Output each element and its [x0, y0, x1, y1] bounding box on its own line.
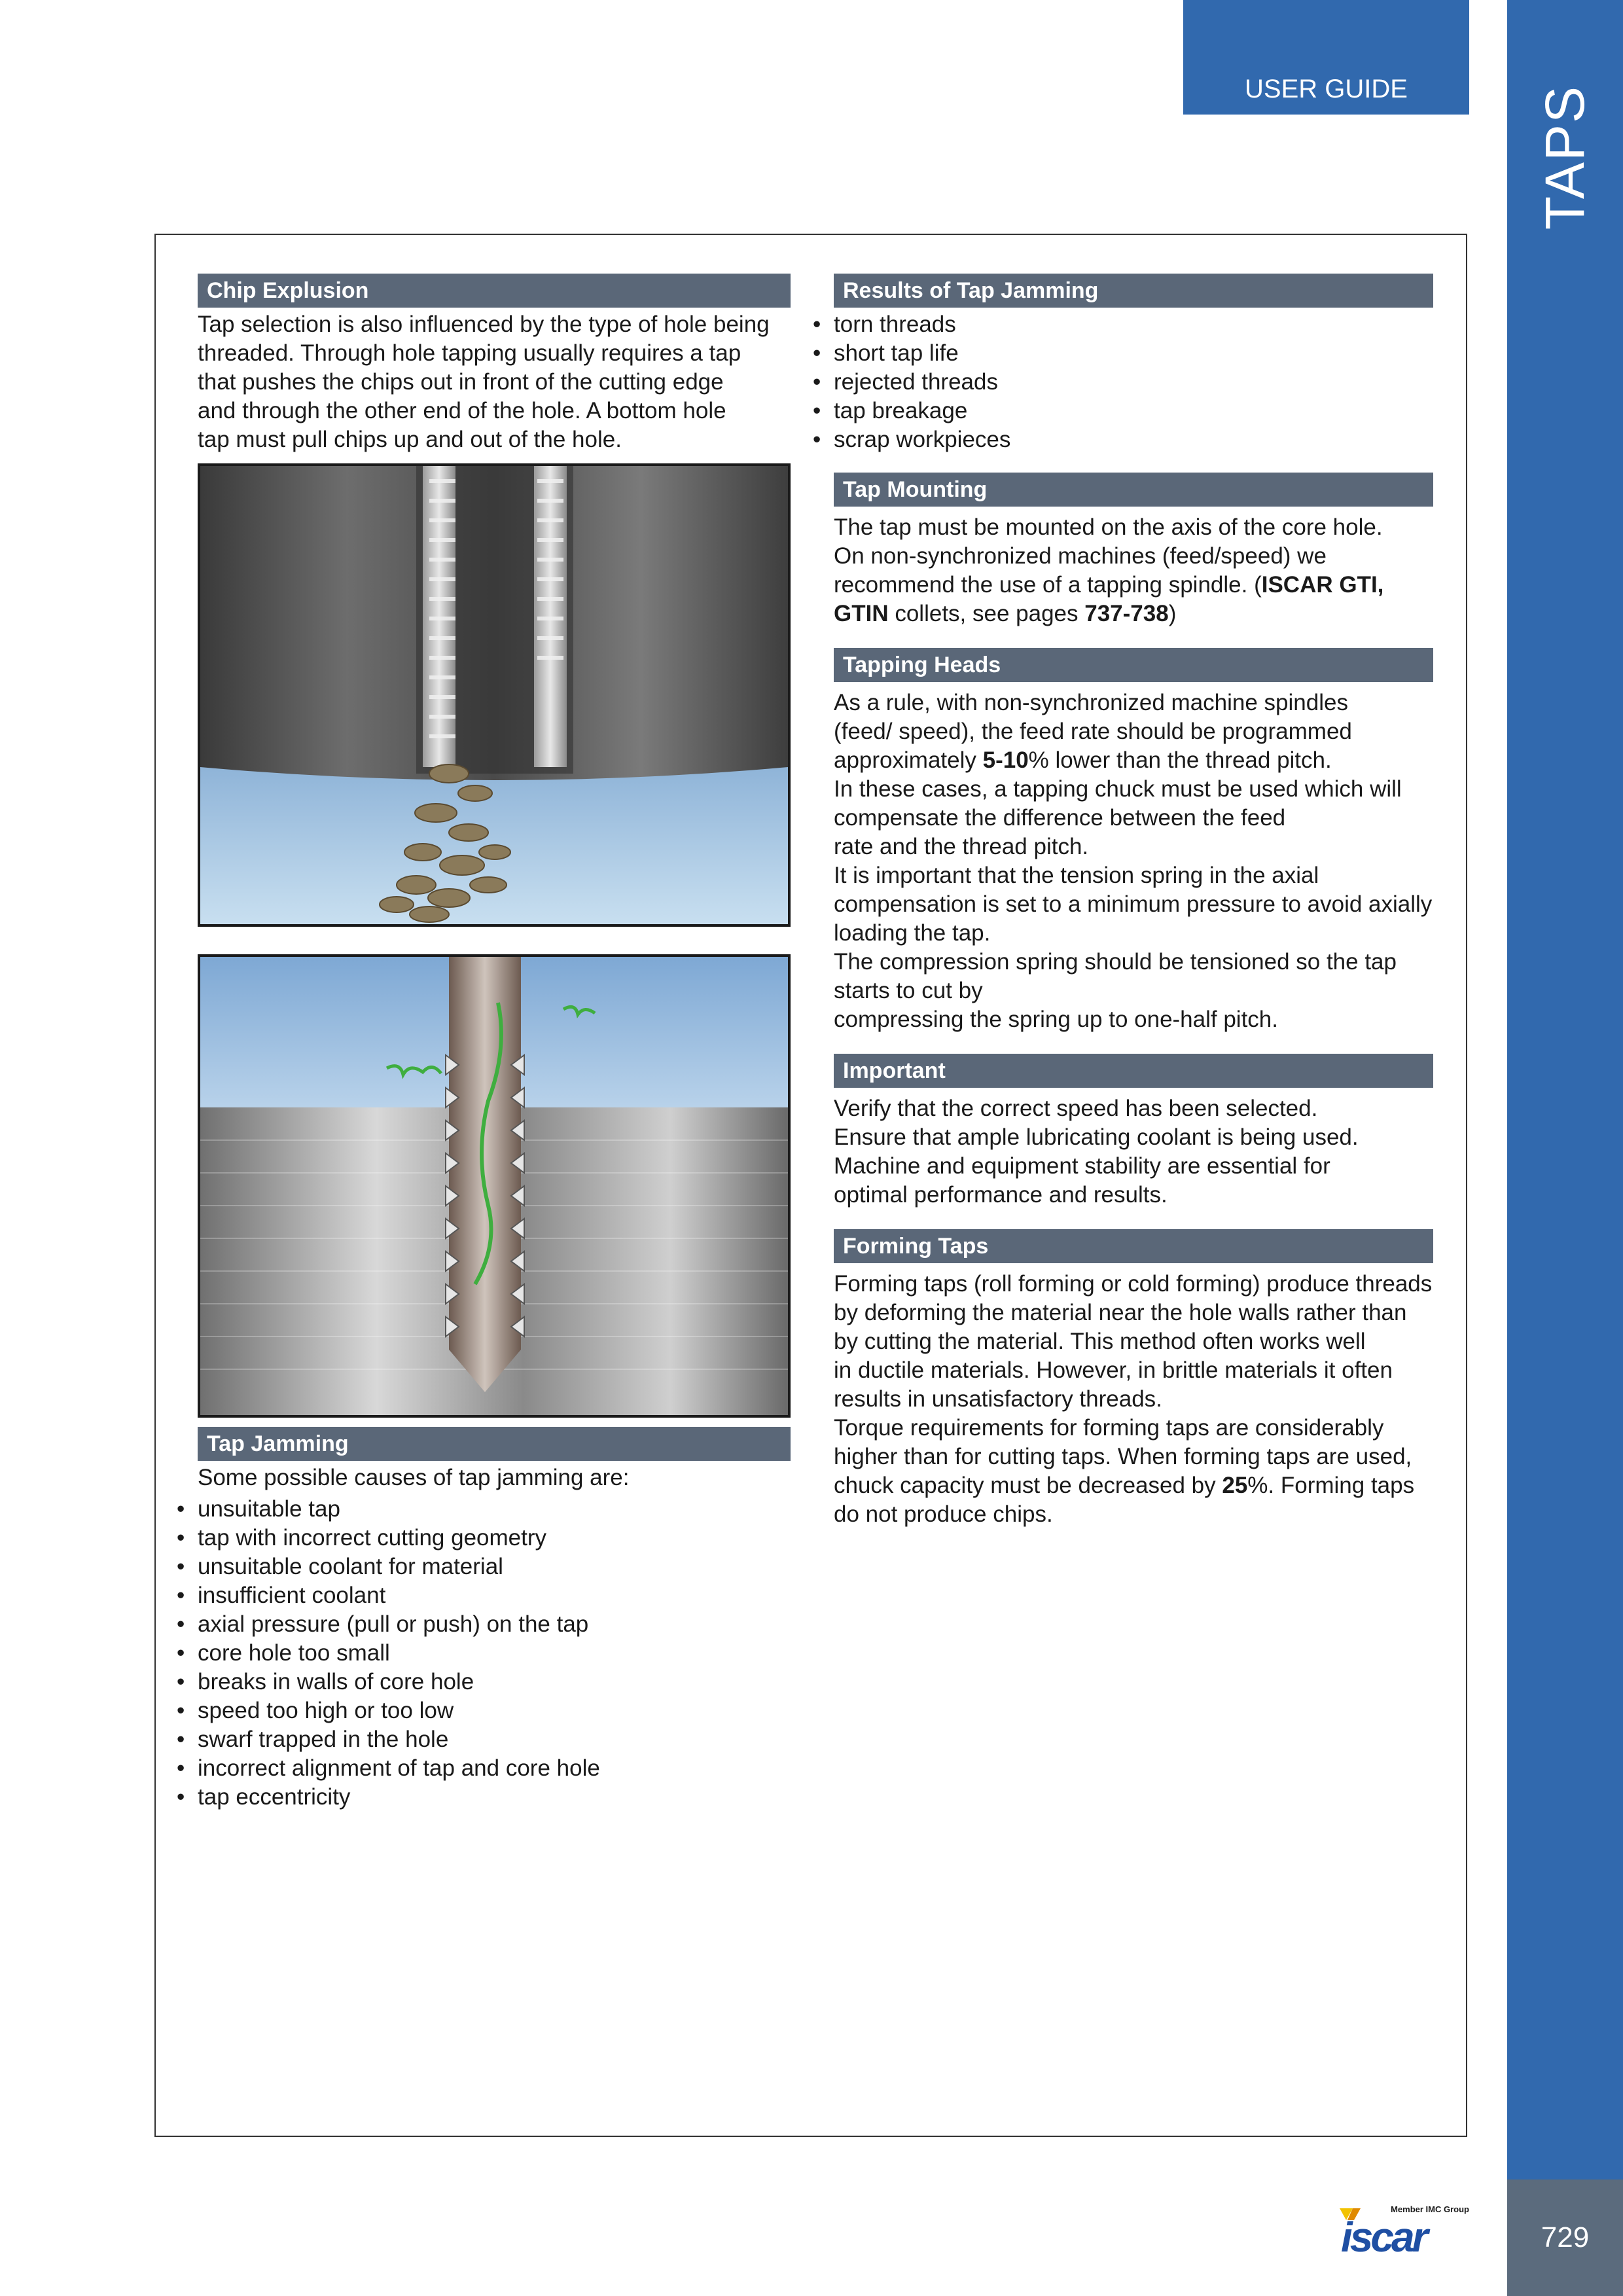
list-item: • rejected threads: [834, 368, 1433, 397]
results-heading: Results of Tap Jamming: [834, 274, 1433, 308]
list-item: • speed too high or too low: [198, 1696, 791, 1725]
important-text: Verify that the correct speed has been selected. Ensure that ample lubricating coolant is being used. Machine and equipment stability are essential for optimal performance and results.: [834, 1096, 1359, 1208]
right-column: [834, 274, 1433, 1529]
forming-taps-heading: Forming Taps: [834, 1229, 1433, 1263]
page-number-box: [1507, 2179, 1623, 2296]
tap-jamming-heading: Tap Jamming: [198, 1427, 791, 1461]
tapping-heads-text: As a rule, with non-synchronized machine spindles (feed/ speed), the feed rate should be programmed approximately 5-10% lower than the thread pitch. In these cases, a tapping chuck must be used which will compensate the difference between the feed rate and the thread pitch. It is important that the tension spring in the axial compensation is set to a minimum pressure to avoid axially loading the tap. The compression spring should be tensioned so the tap starts to cut by compressing the spring up to one-half pitch.: [834, 690, 1433, 1032]
mounting-text: The tap must be mounted on the axis of the core hole. On non-synchronized machines (feed/speed) we recommend the use of a tapping spindle. (ISCAR GTI, GTIN collets, see pages 737-738): [834, 514, 1384, 626]
mounting-heading: Tap Mounting: [834, 473, 1433, 507]
list-item: • scrap workpieces: [834, 425, 1433, 454]
list-item: • torn threads: [834, 310, 1433, 339]
user-guide-tab: USER GUIDE: [1183, 0, 1469, 115]
list-item: • core hole too small: [198, 1639, 791, 1668]
chip-explusion-text: Tap selection is also influenced by the type of hole being threaded. Through hole tapping usually requires a tap that pushes the chips out in front of the cutting edge and through the other end of the hole. A bottom hole tap must pull chips up and out of the hole.: [198, 312, 770, 452]
tap-jamming-list: [198, 1495, 791, 1812]
side-bar: [1507, 0, 1623, 2179]
results-list: [834, 310, 1433, 454]
tapping-heads-heading: Tapping Heads: [834, 648, 1433, 682]
list-item: • tap with incorrect cutting geometry: [198, 1524, 791, 1552]
list-item: • tap eccentricity: [198, 1783, 791, 1812]
list-item: • swarf trapped in the hole: [198, 1725, 791, 1754]
list-item: • tap breakage: [834, 397, 1433, 425]
list-item: • unsuitable coolant for material: [198, 1552, 791, 1581]
left-column: [198, 274, 791, 1812]
iscar-logo: [1338, 2200, 1469, 2254]
list-item: • breaks in walls of core hole: [198, 1668, 791, 1696]
list-item: • short tap life: [834, 339, 1433, 368]
chip-explusion-heading: Chip Explusion: [198, 274, 791, 308]
tap-cutting-photo: [198, 954, 791, 1418]
logo-tagline: Member IMC Group: [1391, 2204, 1469, 2214]
important-heading: Important: [834, 1054, 1433, 1088]
tap-jamming-intro: Some possible causes of tap jamming are:: [198, 1465, 630, 1490]
list-item: • axial pressure (pull or push) on the tap: [198, 1610, 791, 1639]
list-item: • incorrect alignment of tap and core hole: [198, 1754, 791, 1783]
side-title: TAPS: [1534, 84, 1596, 230]
chip-explusion-photo: [198, 463, 791, 927]
forming-taps-text: Forming taps (roll forming or cold forming) produce threads by deforming the material near the hole walls rather than by cutting the material. This method often works well in ductile materials. However, in brittle materials it often results in unsatisfactory threads. Torque requirements for forming taps are considerably higher than for cutting taps. When forming taps are used, chuck capacity must be decreased by 25%. Forming taps do not produce chips.: [834, 1271, 1433, 1527]
list-item: • unsuitable tap: [198, 1495, 791, 1524]
page-number: 729: [1541, 2221, 1590, 2253]
logo-brand: iscar: [1341, 2214, 1426, 2254]
list-item: • insufficient coolant: [198, 1581, 791, 1610]
